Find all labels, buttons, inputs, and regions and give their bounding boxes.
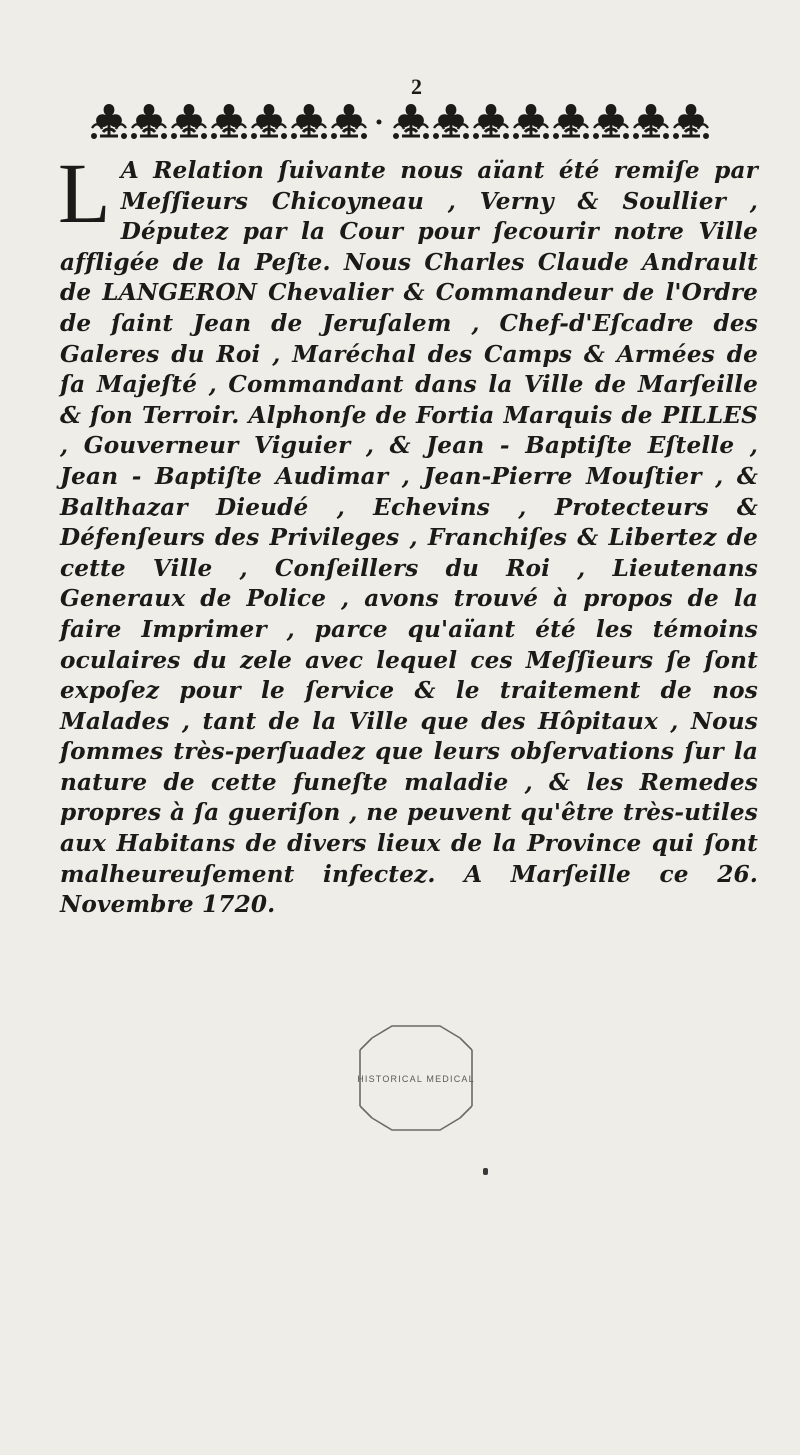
page-number: 2 xyxy=(411,74,422,99)
body-paragraph: A Relation ſuivante nous aïant été remiſe par Meſſieurs Chicoyneau , Verny & Soullier , Députez par la Cour pour ſecourir notre Ville affligée de la Peſte. Nous Charles Claude Andrault de LANGERON Chevalier & Commandeur de l'Ordre de ſaint Jean de Jeruſalem , Chef-d'Eſcadre des Galeres du Roi , Maréchal des Camps & Armées de ſa Majeſté , Commandant dans la Ville de Marſeille & ſon Terroir. Alphonſe de Fortia Marquis de PILLES , Gouverneur Viguier , & Jean - Baptiſte Eſtelle , Jean - Baptiſte Audimar , Jean-Pierre Mouſtier , & Balthazar Dieudé , Echevins , Protecteurs & Défenſeurs des Privileges , Franchiſes & Libertez de cette Ville , Conſeillers du Roi , Lieutenans Generaux de Police , avons trouvé à propos de la faire Imprimer , parce qu'aïant été les témoins oculaires du zele avec lequel ces Meſſieurs ſe ſont expoſez pour le ſervice & le traitement de nos Malades , tant de la Ville que des Hôpitaux , Nous ſommes très-perſuadez que leurs obſervations ſur la nature de cette funeſte maladie , & les Remedes propres à ſa gueriſon , ne peuvent qu'être très-utiles aux Habitans de divers lieux de la Province qui ſont malheureuſement infectez. A Marſeille ce 26. Novembre 1720. xyxy=(60,157,758,919)
drop-cap: L xyxy=(58,145,111,241)
stamp-text: HISTORICAL MEDICAL xyxy=(357,1074,475,1084)
ink-mark xyxy=(483,1168,488,1175)
fleuron-border-icon xyxy=(88,96,718,142)
body-text xyxy=(58,145,758,921)
library-stamp-icon xyxy=(332,1018,500,1138)
